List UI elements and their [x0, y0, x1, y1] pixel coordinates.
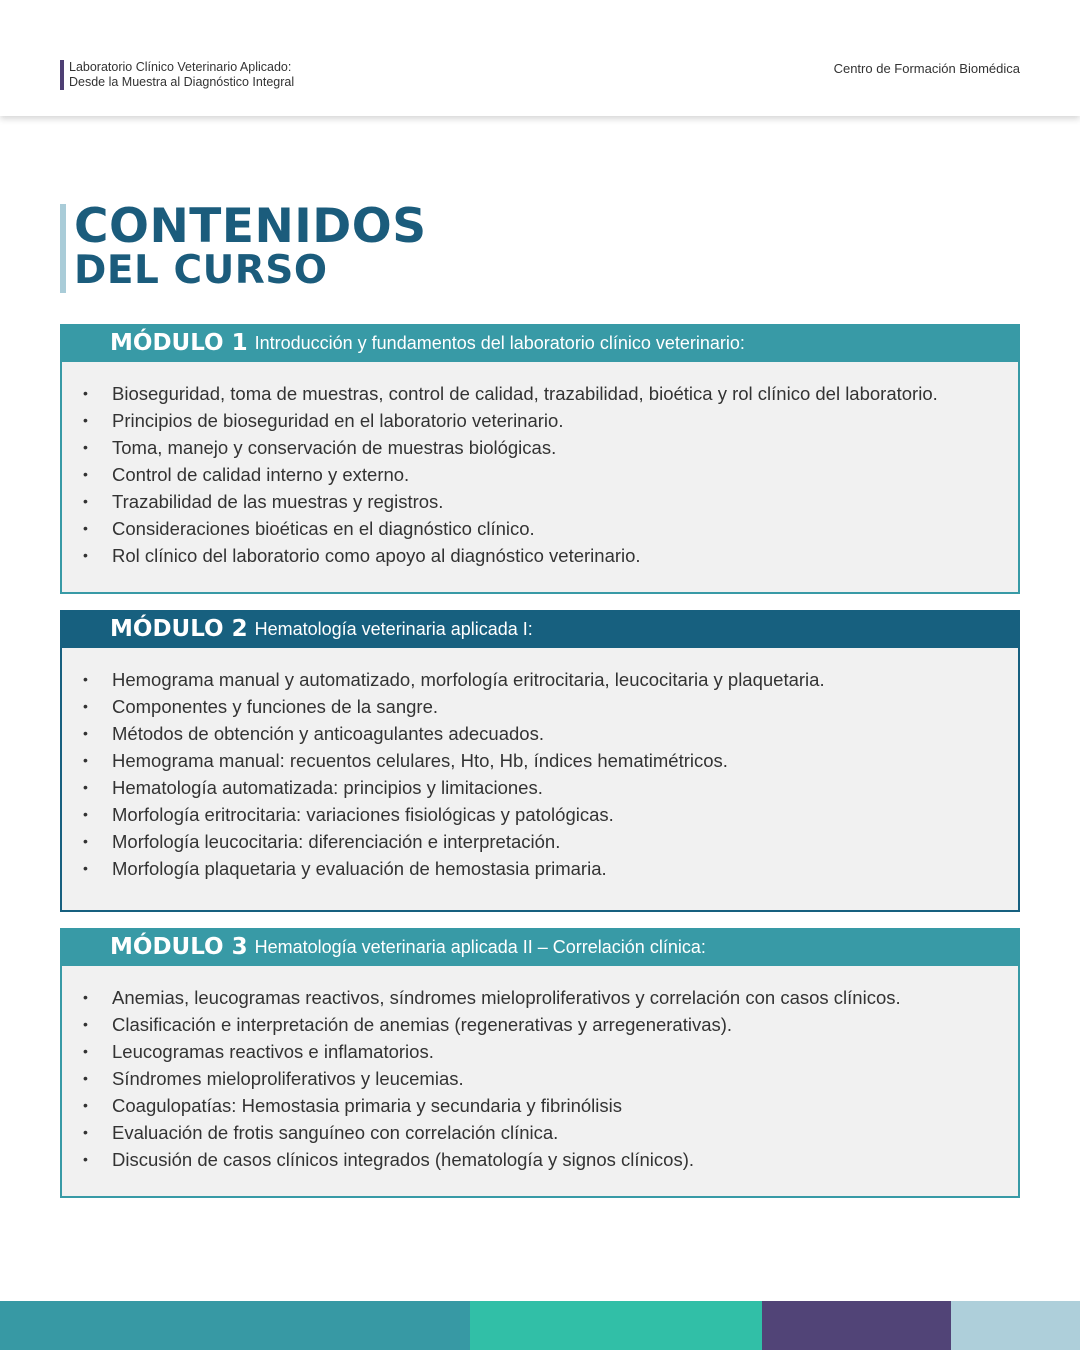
- module-topics: [62, 966, 1018, 1173]
- bullet-icon: •: [83, 833, 88, 849]
- topic-text: Control de calidad interno y externo.: [112, 464, 410, 485]
- topic-text: Coagulopatías: Hemostasia primaria y secundaria y fibrinólisis: [112, 1095, 623, 1116]
- course-title-line1: Laboratorio Clínico Veterinario Aplicado:: [69, 60, 292, 74]
- list-item: [62, 747, 1018, 774]
- topic-text: Hemograma manual: recuentos celulares, Hto, Hb, índices hematimétricos.: [112, 750, 728, 771]
- topic-text: Toma, manejo y conservación de muestras biológicas.: [112, 437, 557, 458]
- bullet-icon: •: [83, 1043, 88, 1059]
- list-item: [62, 488, 1018, 515]
- list-item: [62, 461, 1018, 488]
- bullet-icon: •: [83, 439, 88, 455]
- topic-text: Morfología eritrocitaria: variaciones fisiológicas y patológicas.: [112, 804, 614, 825]
- topic-text: Evaluación de frotis sanguíneo con correlación clínica.: [112, 1122, 559, 1143]
- bullet-icon: •: [83, 1097, 88, 1113]
- list-item: [62, 542, 1018, 569]
- list-item: [62, 720, 1018, 747]
- module-label: MÓDULO 2: [110, 616, 248, 642]
- module-header: [60, 324, 1020, 362]
- page-title: [60, 199, 427, 293]
- bullet-icon: •: [83, 671, 88, 687]
- topic-text: Clasificación e interpretación de anemias (regenerativas y arregenerativas).: [112, 1014, 733, 1035]
- footer-stripe-2: [470, 1301, 762, 1350]
- bullet-icon: •: [83, 860, 88, 876]
- module-2: [60, 610, 1020, 912]
- footer-stripe-1: [0, 1301, 470, 1350]
- topic-text: Morfología leucocitaria: diferenciación e interpretación.: [112, 831, 561, 852]
- bullet-icon: •: [83, 493, 88, 509]
- topic-text: Síndromes mieloproliferativos y leucemias.: [112, 1068, 464, 1089]
- bullet-icon: •: [83, 779, 88, 795]
- topic-text: Bioseguridad, toma de muestras, control de calidad, trazabilidad, bioética y rol clínico del laboratorio.: [112, 383, 938, 404]
- bullet-icon: •: [83, 698, 88, 714]
- module-label: MÓDULO 1: [110, 330, 248, 356]
- list-item: [62, 434, 1018, 461]
- list-item: [62, 380, 1018, 407]
- list-item: [62, 1038, 1018, 1065]
- list-item: [62, 1011, 1018, 1038]
- topic-text: Rol clínico del laboratorio como apoyo al diagnóstico veterinario.: [112, 545, 641, 566]
- module-3: [60, 928, 1020, 1198]
- module-topics: [62, 648, 1018, 882]
- module-description: Hematología veterinaria aplicada I:: [254, 618, 533, 639]
- topic-text: Leucogramas reactivos e inflamatorios.: [112, 1041, 434, 1062]
- list-item: [62, 984, 1018, 1011]
- institution-name: Centro de Formación Biomédica: [833, 61, 1020, 76]
- page-header: [0, 0, 1080, 116]
- footer-stripe-3: [762, 1301, 951, 1350]
- bullet-icon: •: [83, 1016, 88, 1032]
- module-topics: [62, 362, 1018, 569]
- bullet-icon: •: [83, 412, 88, 428]
- bullet-icon: •: [83, 752, 88, 768]
- module-description: Introducción y fundamentos del laboratorio clínico veterinario:: [254, 332, 745, 353]
- module-label: MÓDULO 3: [110, 934, 248, 960]
- list-item: [62, 693, 1018, 720]
- topic-text: Métodos de obtención y anticoagulantes adecuados.: [112, 723, 544, 744]
- footer-stripe-4: [951, 1301, 1080, 1350]
- bullet-icon: •: [83, 520, 88, 536]
- course-title: [60, 60, 294, 90]
- page-title-line2: DEL CURSO: [74, 248, 328, 293]
- topic-text: Anemias, leucogramas reactivos, síndromes mieloproliferativos y correlación con casos clínicos.: [112, 987, 901, 1008]
- bullet-icon: •: [83, 385, 88, 401]
- list-item: [62, 774, 1018, 801]
- list-item: [62, 407, 1018, 434]
- list-item: [62, 1119, 1018, 1146]
- list-item: [62, 801, 1018, 828]
- list-item: [62, 666, 1018, 693]
- topic-text: Consideraciones bioéticas en el diagnóstico clínico.: [112, 518, 535, 539]
- module-description: Hematología veterinaria aplicada II – Correlación clínica:: [254, 936, 706, 957]
- topic-text: Hemograma manual y automatizado, morfología eritrocitaria, leucocitaria y plaquetaria.: [112, 669, 825, 690]
- topic-text: Principios de bioseguridad en el laboratorio veterinario.: [112, 410, 564, 431]
- list-item: [62, 515, 1018, 542]
- bullet-icon: •: [83, 989, 88, 1005]
- bullet-icon: •: [83, 1070, 88, 1086]
- topic-text: Trazabilidad de las muestras y registros.: [112, 491, 444, 512]
- bullet-icon: •: [83, 1151, 88, 1167]
- module-header: [60, 928, 1020, 966]
- module-header: [60, 610, 1020, 648]
- page-title-line1: CONTENIDOS: [74, 199, 427, 254]
- topic-text: Hematología automatizada: principios y limitaciones.: [112, 777, 543, 798]
- topic-text: Componentes y funciones de la sangre.: [112, 696, 439, 717]
- list-item: [62, 828, 1018, 855]
- topic-text: Morfología plaquetaria y evaluación de hemostasia primaria.: [112, 858, 607, 879]
- list-item: [62, 855, 1018, 882]
- course-title-line2: Desde la Muestra al Diagnóstico Integral: [69, 75, 295, 89]
- bullet-icon: •: [83, 547, 88, 563]
- bullet-icon: •: [83, 1124, 88, 1140]
- topic-text: Discusión de casos clínicos integrados (hematología y signos clínicos).: [112, 1149, 695, 1170]
- list-item: [62, 1065, 1018, 1092]
- list-item: [62, 1146, 1018, 1173]
- list-item: [62, 1092, 1018, 1119]
- module-1: [60, 324, 1020, 594]
- bullet-icon: •: [83, 466, 88, 482]
- bullet-icon: •: [83, 725, 88, 741]
- bullet-icon: •: [83, 806, 88, 822]
